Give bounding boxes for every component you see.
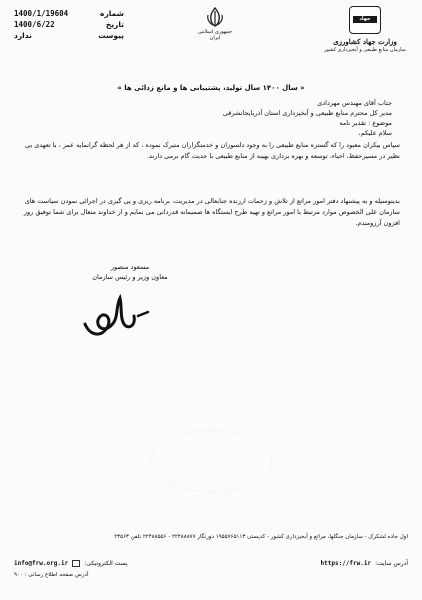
letter-meta: [14, 8, 124, 41]
date-label: تاریخ: [105, 20, 124, 29]
paragraph-1: سپاس بیکران معبود را که گستره منابع طبیعی را به وجود دلسوزان و خدمتگزاران متبرک نموده ، که از هر لحظه گرانمایه عمر ، با تعهدی بی نظیر در مسیرحفظ، احیاء، توسعه و بهره برداری بهینه از منابع طبیعی با جدیت گام برمی دارند.: [25, 141, 400, 160]
recipient-block: [32, 98, 392, 138]
website-label: آدرس سایت:: [375, 559, 408, 567]
signatory-title: معاون وزیر و رئیس سازمان: [92, 273, 168, 281]
number-label: شماره: [100, 9, 124, 18]
handwritten-signature: [80, 286, 160, 346]
footer-address: اول جاده لشکرک - سازمان جنگلها، مراتع و آبخیزداری کشور - کدپستی ۱۹۵۵۷۶۵۱۱۳ دورنگار ۲۲۴۸۸۸۷۷ - ۲۲۴۸۸۵۵۶ تلفن ۲۳۵۶۳: [114, 534, 408, 540]
number-value: 1400/1/19604: [14, 9, 69, 18]
number-row: [14, 8, 124, 19]
year-slogan: « سال ۱۴۰۰ سال تولید، پشتیبانی ها و مانع زدائی ها »: [117, 84, 305, 92]
jahad-badge-icon: [349, 6, 381, 34]
recipient-line-2: مدیر کل محترم منابع طبیعی و آبخیزداری استان آذربایجانشرقی: [222, 109, 392, 117]
attachment-row: [14, 30, 124, 41]
mail-icon: [72, 560, 80, 567]
recipient-line-1: جناب آقای مهندس مهردادی: [317, 99, 392, 107]
emblem-caption: جمهوری اسلامی ایران: [197, 29, 233, 41]
footer-note: آدرس صفحه اطلاع رسانی : ۹۰۰: [14, 572, 89, 578]
date-value: 1400/6/22: [14, 20, 55, 29]
date-row: [14, 19, 124, 30]
faint-watermark: [150, 430, 272, 492]
paragraph-2: بدینوسیله و به پیشنهاد دفتر امور مراتع از تلاش و زحمات ارزنده جنابعالی در مدیریت، برنامه ریزی و پی گیری در اجرائی نمودن سیاست های سازمان علی الخصوص موارد مرتبط با امور مراتع و تهیه طرح ایستگاه ها صمیمانه قدردانی می نمایم و از خداوند متعال برای شما توفیق روز افزون آرزومندم.: [23, 197, 400, 227]
footer-contacts: [14, 556, 408, 570]
attachment-label: پیوست: [98, 31, 124, 40]
ministry-logo: [320, 6, 410, 54]
greeting: سلام علیکم،: [358, 129, 392, 137]
dept-name: سازمان منابع طبیعی و آبخیزداری کشور: [324, 47, 406, 53]
email-group: [14, 560, 128, 567]
signatory-name: مسعود منصور: [110, 263, 150, 271]
iran-emblem: [194, 6, 236, 41]
website-link[interactable]: https://frw.ir: [320, 559, 372, 567]
email-link[interactable]: info@frw.org.ir: [14, 559, 69, 567]
website-group: [321, 560, 408, 567]
signatory-block: [80, 262, 180, 282]
attachment-value: ندارد: [14, 31, 32, 40]
org-name: وزارت جهاد کشاورزی: [333, 37, 397, 46]
badge-text: جهاد: [353, 16, 377, 23]
letter-subject: موضوع : تقدیر نامه: [339, 119, 392, 127]
emblem-icon: [204, 6, 226, 28]
email-label: پست الکترونیکی:: [84, 559, 128, 567]
